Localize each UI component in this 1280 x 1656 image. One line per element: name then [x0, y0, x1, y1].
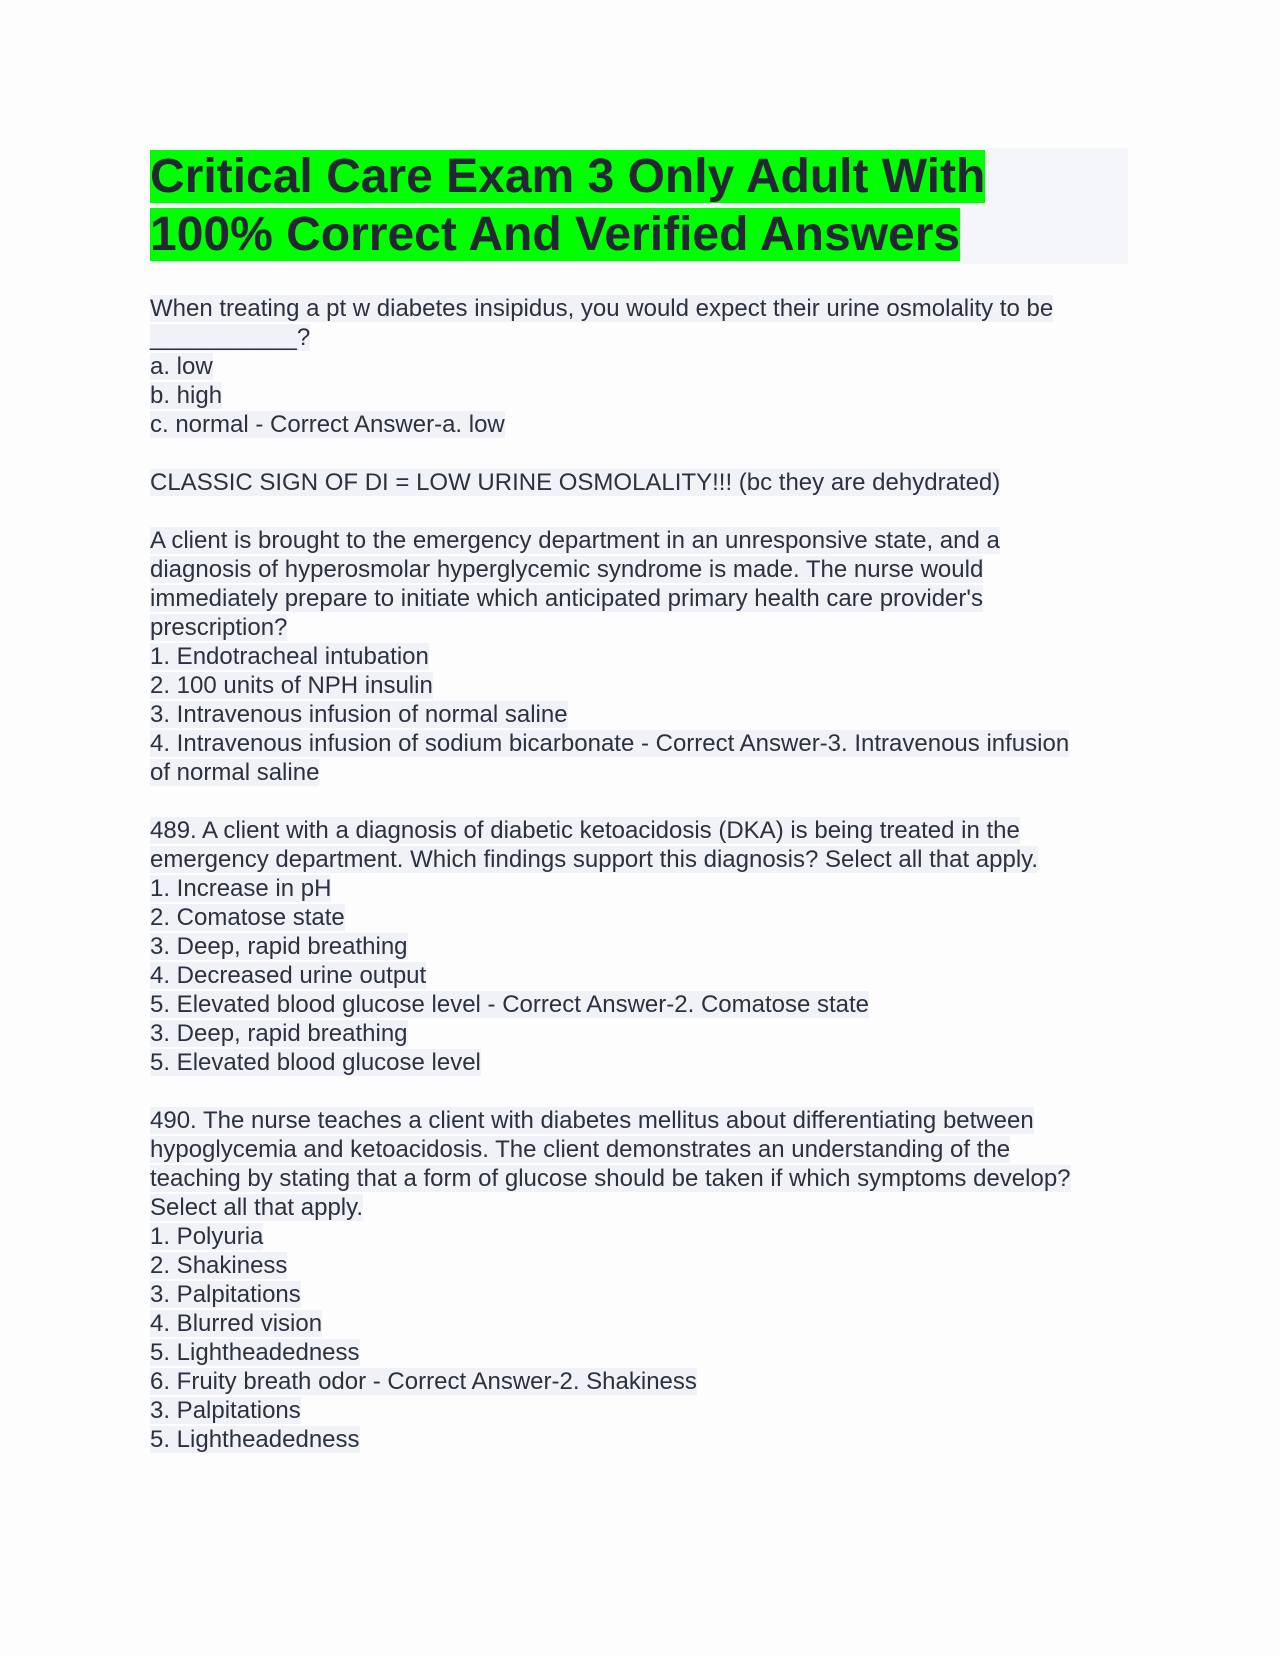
- text-line-content: 2. Shakiness: [150, 1252, 288, 1279]
- text-line: [150, 1048, 1128, 1077]
- document-page: [150, 148, 1128, 1483]
- text-line-content: of normal saline: [150, 759, 320, 786]
- text-line: [150, 1164, 1128, 1193]
- text-line: [150, 671, 1128, 700]
- text-line: [150, 1019, 1128, 1048]
- text-line: [150, 932, 1128, 961]
- text-line: [150, 1135, 1128, 1164]
- text-line: [150, 613, 1128, 642]
- text-line: [150, 758, 1128, 787]
- text-line: [150, 1251, 1128, 1280]
- question-block: [150, 294, 1128, 439]
- text-line: [150, 294, 1128, 323]
- question-block: [150, 468, 1128, 497]
- text-line-content: 3. Intravenous infusion of normal saline: [150, 701, 568, 728]
- text-line: [150, 526, 1128, 555]
- text-line-content: 4. Decreased urine output: [150, 962, 427, 989]
- question-block: [150, 526, 1128, 787]
- text-line: [150, 1106, 1128, 1135]
- text-line-content: hypoglycemia and ketoacidosis. The client demonstrates an understanding of the: [150, 1136, 1011, 1163]
- text-line: [150, 845, 1128, 874]
- text-line-content: 3. Deep, rapid breathing: [150, 1020, 408, 1047]
- text-line: [150, 1338, 1128, 1367]
- text-line-content: teaching by stating that a form of glucose should be taken if which symptoms develop?: [150, 1165, 1071, 1192]
- text-line-content: 5. Lightheadedness: [150, 1339, 360, 1366]
- text-line-content: b. high: [150, 382, 223, 409]
- text-line: [150, 1222, 1128, 1251]
- text-line-content: ___________?: [150, 324, 311, 351]
- text-line: [150, 1280, 1128, 1309]
- text-line-content: 3. Deep, rapid breathing: [150, 933, 408, 960]
- text-line: [150, 410, 1128, 439]
- question-block: [150, 1106, 1128, 1454]
- text-line-content: CLASSIC SIGN OF DI = LOW URINE OSMOLALITY!!! (bc they are dehydrated): [150, 469, 1001, 496]
- text-line: [150, 381, 1128, 410]
- text-line: [150, 1396, 1128, 1425]
- title-block: [150, 148, 1128, 264]
- text-line: [150, 1309, 1128, 1338]
- text-line: [150, 700, 1128, 729]
- text-line: [150, 1193, 1128, 1222]
- text-line: [150, 468, 1128, 497]
- text-line: [150, 642, 1128, 671]
- text-line-content: emergency department. Which findings support this diagnosis? Select all that apply.: [150, 846, 1039, 873]
- text-line: [150, 323, 1128, 352]
- text-line-content: 489. A client with a diagnosis of diabetic ketoacidosis (DKA) is being treated in the: [150, 817, 1020, 844]
- document-body: [150, 294, 1128, 1454]
- text-line-content: 6. Fruity breath odor - Correct Answer-2. Shakiness: [150, 1368, 697, 1395]
- text-line-content: 3. Palpitations: [150, 1397, 301, 1424]
- text-line-content: immediately prepare to initiate which anticipated primary health care provider's: [150, 585, 983, 612]
- text-line-content: 5. Lightheadedness: [150, 1426, 360, 1453]
- text-line-content: A client is brought to the emergency department in an unresponsive state, and a: [150, 527, 1000, 554]
- text-line: [150, 1367, 1128, 1396]
- text-line: [150, 816, 1128, 845]
- text-line: [150, 903, 1128, 932]
- text-line-content: prescription?: [150, 614, 288, 641]
- text-line-content: 1. Polyuria: [150, 1223, 264, 1250]
- text-line-content: c. normal - Correct Answer-a. low: [150, 411, 505, 438]
- text-line-content: When treating a pt w diabetes insipidus, you would expect their urine osmolality to be: [150, 295, 1054, 322]
- question-block: [150, 816, 1128, 1077]
- text-line-content: 4. Blurred vision: [150, 1310, 323, 1337]
- text-line-content: 490. The nurse teaches a client with diabetes mellitus about differentiating between: [150, 1107, 1034, 1134]
- text-line: [150, 584, 1128, 613]
- text-line-content: 1. Increase in pH: [150, 875, 332, 902]
- text-line-content: Select all that apply.: [150, 1194, 364, 1221]
- text-line: [150, 729, 1128, 758]
- text-line: [150, 555, 1128, 584]
- text-line-content: 2. Comatose state: [150, 904, 345, 931]
- title-line-2: 100% Correct And Verified Answers: [150, 208, 961, 261]
- text-line-content: diagnosis of hyperosmolar hyperglycemic syndrome is made. The nurse would: [150, 556, 984, 583]
- text-line-content: 5. Elevated blood glucose level: [150, 1049, 481, 1076]
- text-line: [150, 874, 1128, 903]
- text-line: [150, 352, 1128, 381]
- text-line-content: 3. Palpitations: [150, 1281, 301, 1308]
- title-line-1: Critical Care Exam 3 Only Adult With: [150, 150, 986, 203]
- text-line: [150, 1425, 1128, 1454]
- document-title: [150, 148, 1128, 264]
- text-line-content: 4. Intravenous infusion of sodium bicarbonate - Correct Answer-3. Intravenous infusion: [150, 730, 1070, 757]
- text-line: [150, 961, 1128, 990]
- text-line-content: 2. 100 units of NPH insulin: [150, 672, 433, 699]
- text-line: [150, 990, 1128, 1019]
- text-line-content: 5. Elevated blood glucose level - Correct Answer-2. Comatose state: [150, 991, 870, 1018]
- text-line-content: a. low: [150, 353, 213, 380]
- text-line-content: 1. Endotracheal intubation: [150, 643, 429, 670]
